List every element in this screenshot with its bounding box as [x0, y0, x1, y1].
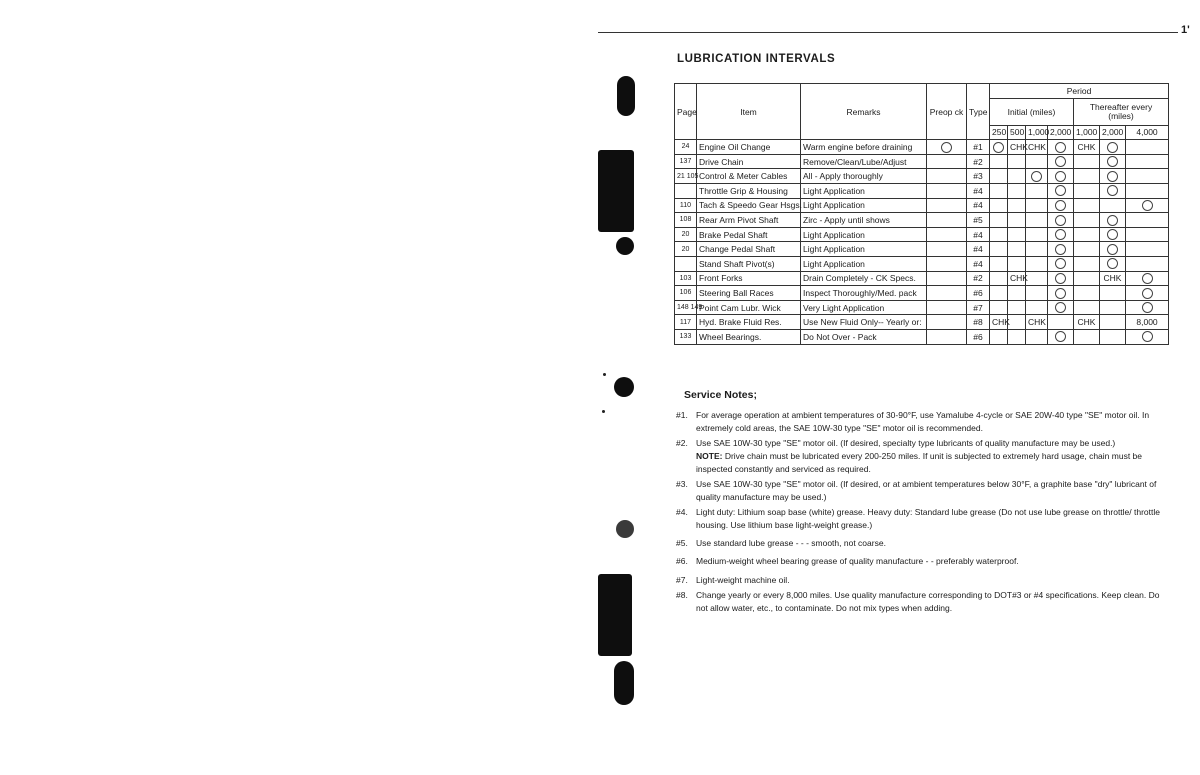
- cell-interval: [990, 271, 1008, 286]
- punch-hole: [598, 150, 634, 232]
- cell-page: 133: [675, 329, 697, 344]
- cell-interval: [1026, 329, 1048, 344]
- cell-interval: [1026, 227, 1048, 242]
- table-row: [675, 169, 1169, 184]
- header-mileage: 1,000: [1074, 125, 1100, 140]
- cell-remarks: Remove/Clean/Lube/Adjust: [801, 154, 927, 169]
- cell-interval: [990, 286, 1008, 301]
- cell-page: 21 105: [675, 169, 697, 184]
- cell-page: 137: [675, 154, 697, 169]
- note-text: [696, 437, 1172, 476]
- check-circle-icon: [1055, 200, 1066, 211]
- cell-interval: [990, 242, 1008, 257]
- table-row: [675, 227, 1169, 242]
- check-circle-icon: [1107, 156, 1118, 167]
- cell-interval: [1048, 140, 1074, 155]
- cell-item: Throttle Grip & Housing: [697, 183, 801, 198]
- cell-interval: [1008, 198, 1026, 213]
- cell-interval: [1008, 213, 1026, 228]
- cell-page: [675, 183, 697, 198]
- note-text: [696, 409, 1172, 435]
- cell-page: 106: [675, 286, 697, 301]
- note-body: Use SAE 10W-30 type "SE" motor oil. (If desired, specialty type lubricants of quality manufacture may be used.): [696, 438, 1116, 448]
- cell-remarks: Very Light Application: [801, 300, 927, 315]
- check-circle-icon: [1142, 288, 1153, 299]
- cell-interval: [1126, 300, 1169, 315]
- header-item: Item: [697, 84, 801, 140]
- table-row: [675, 256, 1169, 271]
- cell-page: 117: [675, 315, 697, 330]
- cell-preop: [927, 154, 967, 169]
- cell-interval: [1074, 300, 1100, 315]
- cell-preop: [927, 286, 967, 301]
- cell-page: 24: [675, 140, 697, 155]
- header-mileage: 1,000: [1026, 125, 1048, 140]
- cell-interval: [1026, 169, 1048, 184]
- header-thereafter: Thereafter every (miles): [1074, 98, 1169, 125]
- cell-interval: [1026, 198, 1048, 213]
- cell-interval: [1100, 242, 1126, 257]
- cell-page: 20: [675, 242, 697, 257]
- note-number: #4.: [676, 507, 688, 517]
- cell-remarks: Warm engine before draining: [801, 140, 927, 155]
- cell-interval: [1048, 169, 1074, 184]
- cell-interval: [1008, 329, 1026, 344]
- check-circle-icon: [1107, 258, 1118, 269]
- service-note: [676, 506, 1172, 532]
- header-mileage: 2,000: [1048, 125, 1074, 140]
- check-circle-icon: [1055, 302, 1066, 313]
- cell-interval: [1126, 154, 1169, 169]
- check-circle-icon: [941, 142, 952, 153]
- note-text: [696, 574, 1172, 587]
- cell-interval: [990, 300, 1008, 315]
- cell-interval: [1008, 169, 1026, 184]
- cell-item: Drive Chain: [697, 154, 801, 169]
- cell-interval: [1048, 315, 1074, 330]
- cell-interval: [1048, 183, 1074, 198]
- service-note: [676, 589, 1172, 615]
- service-note: [676, 437, 1172, 476]
- punch-hole: [617, 76, 635, 116]
- section-title: LUBRICATION INTERVALS: [677, 53, 836, 65]
- table-row: [675, 271, 1169, 286]
- punch-hole: [598, 574, 632, 656]
- note-text: [696, 555, 1172, 568]
- cell-interval: [1100, 227, 1126, 242]
- note-text: [696, 506, 1172, 532]
- cell-interval: [990, 140, 1008, 155]
- cell-interval: [1048, 227, 1074, 242]
- header-rule: [598, 32, 1178, 33]
- note-number: #1.: [676, 410, 688, 420]
- header-mileage: 250: [990, 125, 1008, 140]
- note-body: Use SAE 10W-30 type "SE" motor oil. (If desired, or at ambient temperatures below 30°F, a graphite base "dry" lubricant of quality manufacture may be used.): [696, 479, 1157, 502]
- cell-interval: [1126, 227, 1169, 242]
- cell-preop: [927, 140, 967, 155]
- note-text: [696, 478, 1172, 504]
- note-text: [696, 537, 1172, 550]
- cell-interval: [1126, 213, 1169, 228]
- speck: [603, 373, 606, 376]
- cell-interval: CHK: [1100, 271, 1126, 286]
- cell-interval: 8,000: [1126, 315, 1169, 330]
- cell-interval: [990, 256, 1008, 271]
- cell-remarks: Light Application: [801, 183, 927, 198]
- cell-interval: [1008, 242, 1026, 257]
- table-row: [675, 286, 1169, 301]
- service-note: [676, 478, 1172, 504]
- cell-interval: [1048, 256, 1074, 271]
- speck: [602, 410, 605, 413]
- cell-interval: [990, 154, 1008, 169]
- note-label: NOTE:: [696, 451, 723, 461]
- table-row: [675, 183, 1169, 198]
- cell-interval: [1008, 286, 1026, 301]
- cell-interval: [1100, 140, 1126, 155]
- check-circle-icon: [1107, 142, 1118, 153]
- punch-hole: [614, 377, 634, 397]
- cell-interval: [1100, 315, 1126, 330]
- cell-interval: [1048, 198, 1074, 213]
- note-body: Light duty: Lithium soap base (white) grease. Heavy duty: Standard lube grease (Do not use lube grease on throttle/ throttle housing. Use lithium base light-weight grease.): [696, 507, 1160, 530]
- cell-remarks: Do Not Over - Pack: [801, 329, 927, 344]
- cell-preop: [927, 271, 967, 286]
- cell-interval: [1074, 213, 1100, 228]
- cell-interval: [1008, 256, 1026, 271]
- cell-interval: [1074, 286, 1100, 301]
- cell-interval: [1008, 300, 1026, 315]
- cell-interval: [1026, 154, 1048, 169]
- cell-page: 20: [675, 227, 697, 242]
- cell-type: #3: [967, 169, 990, 184]
- note-number: #2.: [676, 438, 688, 448]
- cell-item: Tach & Speedo Gear Hsgs.: [697, 198, 801, 213]
- cell-item: Point Cam Lubr. Wick: [697, 300, 801, 315]
- cell-remarks: Use New Fluid Only-- Yearly or:: [801, 315, 927, 330]
- table-row: [675, 300, 1169, 315]
- cell-interval: [1074, 198, 1100, 213]
- cell-type: #5: [967, 213, 990, 228]
- cell-type: #4: [967, 183, 990, 198]
- cell-remarks: All - Apply thoroughly: [801, 169, 927, 184]
- cell-interval: [1074, 154, 1100, 169]
- cell-preop: [927, 315, 967, 330]
- cell-remarks: Light Application: [801, 227, 927, 242]
- cell-interval: [1100, 286, 1126, 301]
- cell-remarks: Light Application: [801, 242, 927, 257]
- cell-interval: [1026, 213, 1048, 228]
- cell-interval: [1100, 256, 1126, 271]
- service-note: [676, 537, 1172, 550]
- table-row: [675, 213, 1169, 228]
- cell-remarks: Drain Completely - CK Specs.: [801, 271, 927, 286]
- table-row: [675, 315, 1169, 330]
- cell-interval: [1074, 242, 1100, 257]
- cell-interval: [1008, 315, 1026, 330]
- cell-interval: [1074, 183, 1100, 198]
- cell-interval: [1026, 242, 1048, 257]
- cell-interval: [1048, 286, 1074, 301]
- cell-type: #1: [967, 140, 990, 155]
- cell-interval: [1074, 169, 1100, 184]
- cell-remarks: Light Application: [801, 256, 927, 271]
- cell-interval: CHK: [1008, 271, 1026, 286]
- check-circle-icon: [1142, 273, 1153, 284]
- cell-item: Steering Ball Races: [697, 286, 801, 301]
- cell-type: #4: [967, 256, 990, 271]
- note-number: #7.: [676, 575, 688, 585]
- cell-interval: [1126, 256, 1169, 271]
- cell-preop: [927, 183, 967, 198]
- cell-item: Control & Meter Cables: [697, 169, 801, 184]
- cell-page: [675, 256, 697, 271]
- cell-page: 110: [675, 198, 697, 213]
- cell-preop: [927, 329, 967, 344]
- note-body: Change yearly or every 8,000 miles. Use quality manufacture corresponding to DOT#3 or #4 specifications. Keep clean. Do not allow water, etc., to contaminate. Do not mix types when adding.: [696, 590, 1160, 613]
- check-circle-icon: [1055, 288, 1066, 299]
- cell-interval: [1048, 329, 1074, 344]
- cell-preop: [927, 300, 967, 315]
- cell-interval: [1126, 329, 1169, 344]
- cell-interval: [1100, 329, 1126, 344]
- cell-interval: [1008, 154, 1026, 169]
- cell-type: #2: [967, 154, 990, 169]
- cell-remarks: Light Application: [801, 198, 927, 213]
- service-notes-title: Service Notes;: [684, 389, 757, 401]
- check-circle-icon: [1055, 258, 1066, 269]
- cell-preop: [927, 227, 967, 242]
- header-remarks: Remarks: [801, 84, 927, 140]
- cell-type: #7: [967, 300, 990, 315]
- cell-interval: [1026, 300, 1048, 315]
- check-circle-icon: [1031, 171, 1042, 182]
- cell-interval: [1100, 300, 1126, 315]
- cell-interval: [1026, 286, 1048, 301]
- cell-remarks: Inspect Thoroughly/Med. pack: [801, 286, 927, 301]
- punch-hole: [614, 661, 634, 705]
- check-circle-icon: [1142, 302, 1153, 313]
- table-row: [675, 198, 1169, 213]
- check-circle-icon: [1055, 273, 1066, 284]
- lubrication-table: [674, 83, 1169, 345]
- cell-interval: CHK: [990, 315, 1008, 330]
- note-number: #8.: [676, 590, 688, 600]
- cell-interval: [1074, 329, 1100, 344]
- punch-hole: [616, 520, 634, 538]
- header-initial: Initial (miles): [990, 98, 1074, 125]
- cell-preop: [927, 213, 967, 228]
- cell-interval: CHK: [1074, 140, 1100, 155]
- cell-interval: [1126, 242, 1169, 257]
- cell-interval: CHK: [1074, 315, 1100, 330]
- cell-interval: [1048, 300, 1074, 315]
- cell-interval: [1126, 286, 1169, 301]
- cell-item: Stand Shaft Pivot(s): [697, 256, 801, 271]
- check-circle-icon: [1107, 229, 1118, 240]
- cell-type: #2: [967, 271, 990, 286]
- cell-item: Wheel Bearings.: [697, 329, 801, 344]
- cell-interval: [990, 213, 1008, 228]
- cell-interval: [990, 169, 1008, 184]
- check-circle-icon: [1142, 331, 1153, 342]
- cell-interval: [1126, 140, 1169, 155]
- cell-interval: [1100, 198, 1126, 213]
- header-mileage: 500: [1008, 125, 1026, 140]
- check-circle-icon: [1107, 171, 1118, 182]
- cell-interval: [1026, 271, 1048, 286]
- cell-preop: [927, 198, 967, 213]
- cell-interval: [1126, 198, 1169, 213]
- note-body: For average operation at ambient temperatures of 30-90°F, use Yamalube 4-cycle or SAE 20W-40 type "SE" motor oil. In extremely cold areas, the SAE 10W-30 type "SE" motor oil is recommended.: [696, 410, 1150, 433]
- cell-page: 108: [675, 213, 697, 228]
- cell-interval: CHK: [1026, 315, 1048, 330]
- cell-item: Brake Pedal Shaft: [697, 227, 801, 242]
- check-circle-icon: [1055, 156, 1066, 167]
- cell-interval: [1100, 213, 1126, 228]
- cell-interval: [1074, 256, 1100, 271]
- note-body: Medium-weight wheel bearing grease of quality manufacture - - preferably waterproof.: [696, 556, 1019, 566]
- check-circle-icon: [1055, 142, 1066, 153]
- service-note: [676, 555, 1172, 568]
- cell-type: #6: [967, 286, 990, 301]
- check-circle-icon: [1055, 171, 1066, 182]
- check-circle-icon: [993, 142, 1004, 153]
- punch-hole: [616, 237, 634, 255]
- cell-remarks: Zirc - Apply until shows: [801, 213, 927, 228]
- cell-type: #8: [967, 315, 990, 330]
- check-circle-icon: [1055, 185, 1066, 196]
- note-body: Light-weight machine oil.: [696, 575, 790, 585]
- cell-interval: [990, 227, 1008, 242]
- cell-interval: [1048, 213, 1074, 228]
- cell-page: 103: [675, 271, 697, 286]
- cell-interval: [990, 183, 1008, 198]
- check-circle-icon: [1055, 331, 1066, 342]
- note-text: [696, 589, 1172, 615]
- cell-preop: [927, 169, 967, 184]
- cell-type: #4: [967, 242, 990, 257]
- note-number: #3.: [676, 479, 688, 489]
- cell-interval: [1008, 183, 1026, 198]
- note-body: Use standard lube grease - - - smooth, not coarse.: [696, 538, 886, 548]
- cell-item: Hyd. Brake Fluid Res.: [697, 315, 801, 330]
- cell-preop: [927, 256, 967, 271]
- cell-preop: [927, 242, 967, 257]
- cell-item: Front Forks: [697, 271, 801, 286]
- cell-interval: [1100, 154, 1126, 169]
- cell-interval: [1126, 169, 1169, 184]
- table-row: [675, 140, 1169, 155]
- check-circle-icon: [1142, 200, 1153, 211]
- table-row: [675, 329, 1169, 344]
- cell-interval: [1126, 183, 1169, 198]
- note-number: #6.: [676, 556, 688, 566]
- blank-left-page: [0, 0, 598, 775]
- cell-item: Change Pedal Shaft: [697, 242, 801, 257]
- check-circle-icon: [1107, 244, 1118, 255]
- cell-item: Rear Arm Pivot Shaft: [697, 213, 801, 228]
- cell-item: Engine Oil Change: [697, 140, 801, 155]
- cell-type: #4: [967, 227, 990, 242]
- table-row: [675, 154, 1169, 169]
- note-number: #5.: [676, 538, 688, 548]
- header-mileage: 4,000: [1126, 125, 1169, 140]
- cell-interval: CHK: [1026, 140, 1048, 155]
- table-row: [675, 242, 1169, 257]
- cell-interval: [990, 198, 1008, 213]
- cell-interval: CHK: [1008, 140, 1026, 155]
- header-type: Type: [967, 84, 990, 140]
- cell-page: 148 149: [675, 300, 697, 315]
- service-note: [676, 409, 1172, 435]
- check-circle-icon: [1055, 244, 1066, 255]
- note-detail: Drive chain must be lubricated every 200-250 miles. If unit is subjected to extremely hard usage, chain must be inspected constantly and serviced as required.: [696, 451, 1142, 474]
- cell-interval: [1026, 256, 1048, 271]
- cell-interval: [1048, 242, 1074, 257]
- cell-interval: [1100, 183, 1126, 198]
- cell-interval: [1074, 271, 1100, 286]
- cell-interval: [990, 329, 1008, 344]
- cell-interval: [1074, 227, 1100, 242]
- check-circle-icon: [1055, 229, 1066, 240]
- cell-interval: [1026, 183, 1048, 198]
- cell-type: #6: [967, 329, 990, 344]
- cell-interval: [1048, 271, 1074, 286]
- cell-interval: [1100, 169, 1126, 184]
- header-mileage: 2,000: [1100, 125, 1126, 140]
- check-circle-icon: [1107, 185, 1118, 196]
- page-number: 1': [1181, 24, 1190, 36]
- service-note: [676, 574, 1172, 587]
- check-circle-icon: [1107, 215, 1118, 226]
- check-circle-icon: [1055, 215, 1066, 226]
- cell-interval: [1008, 227, 1026, 242]
- header-period: Period: [990, 84, 1169, 99]
- cell-type: #4: [967, 198, 990, 213]
- cell-interval: [1048, 154, 1074, 169]
- header-page: Page: [675, 84, 697, 140]
- cell-interval: [1126, 271, 1169, 286]
- header-preop: Preop ck: [927, 84, 967, 140]
